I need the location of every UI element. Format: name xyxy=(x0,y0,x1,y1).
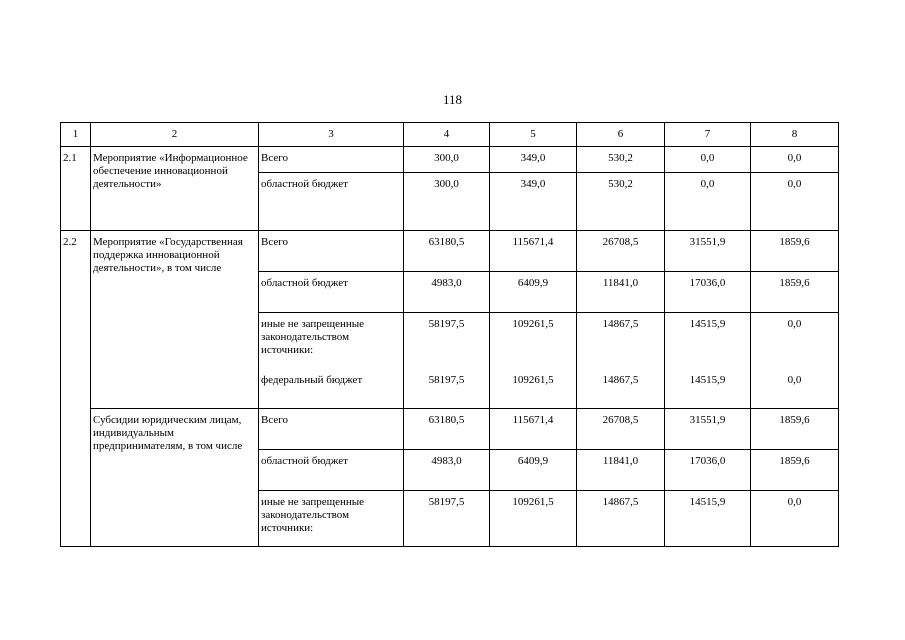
item-number: 2.1 xyxy=(61,147,91,231)
value-col-6: 530,2 xyxy=(577,173,665,231)
header-cell-col-5: 5 xyxy=(490,123,577,147)
activity-name: Мероприятие «Государственная поддержка инновационной деятельности», в том числе xyxy=(91,231,259,409)
funding-source: областной бюджет xyxy=(259,450,404,491)
funding-source: областной бюджет xyxy=(259,272,404,313)
value-col-7: 0,0 xyxy=(665,173,751,231)
value-col-7: 31551,9 xyxy=(665,231,751,272)
value-col-4: 63180,5 xyxy=(404,409,490,450)
value-col-6: 11841,0 xyxy=(577,272,665,313)
value-col-8: 0,0 xyxy=(751,173,839,231)
header-cell-col-7: 7 xyxy=(665,123,751,147)
table-row xyxy=(61,231,839,272)
value-col-8: 0,0 xyxy=(751,369,839,409)
value-col-8: 0,0 xyxy=(751,147,839,173)
value-col-4: 58197,5 xyxy=(404,369,490,409)
value-col-4: 300,0 xyxy=(404,147,490,173)
value-col-8: 0,0 xyxy=(751,491,839,547)
activity-name: Мероприятие «Информационное обеспечение инновационной деятельности» xyxy=(91,147,259,231)
table-row xyxy=(61,409,839,450)
funding-source: иные не запрещенные законодательством источники: xyxy=(259,313,404,369)
value-col-4: 4983,0 xyxy=(404,272,490,313)
funding-source: Всего xyxy=(259,409,404,450)
header-cell-col-1: 1 xyxy=(61,123,91,147)
subsidy-name: Субсидии юридическим лицам, индивидуальным предпринимателям, в том числе xyxy=(91,409,259,547)
value-col-7: 14515,9 xyxy=(665,313,751,369)
value-col-7: 17036,0 xyxy=(665,272,751,313)
value-col-6: 26708,5 xyxy=(577,231,665,272)
value-col-4: 300,0 xyxy=(404,173,490,231)
funding-source: иные не запрещенные законодательством источники: xyxy=(259,491,404,547)
value-col-5: 6409,9 xyxy=(490,450,577,491)
header-cell-col-6: 6 xyxy=(577,123,665,147)
header-cell-col-2: 2 xyxy=(91,123,259,147)
value-col-8: 1859,6 xyxy=(751,450,839,491)
value-col-7: 0,0 xyxy=(665,147,751,173)
value-col-5: 109261,5 xyxy=(490,491,577,547)
value-col-6: 26708,5 xyxy=(577,409,665,450)
value-col-8: 1859,6 xyxy=(751,272,839,313)
value-col-6: 530,2 xyxy=(577,147,665,173)
value-col-5: 349,0 xyxy=(490,173,577,231)
table-header-row xyxy=(61,123,839,147)
value-col-5: 109261,5 xyxy=(490,313,577,369)
value-col-4: 58197,5 xyxy=(404,313,490,369)
funding-source: Всего xyxy=(259,231,404,272)
value-col-4: 58197,5 xyxy=(404,491,490,547)
value-col-4: 63180,5 xyxy=(404,231,490,272)
value-col-6: 11841,0 xyxy=(577,450,665,491)
value-col-6: 14867,5 xyxy=(577,491,665,547)
value-col-4: 4983,0 xyxy=(404,450,490,491)
value-col-8: 1859,6 xyxy=(751,409,839,450)
funding-source: Всего xyxy=(259,147,404,173)
funding-source: областной бюджет xyxy=(259,173,404,231)
value-col-5: 115671,4 xyxy=(490,409,577,450)
value-col-6: 14867,5 xyxy=(577,369,665,409)
budget-table xyxy=(60,122,839,547)
value-col-5: 349,0 xyxy=(490,147,577,173)
table-row xyxy=(61,147,839,173)
value-col-7: 14515,9 xyxy=(665,369,751,409)
page-number: 118 xyxy=(442,92,463,107)
value-col-8: 0,0 xyxy=(751,313,839,369)
value-col-5: 109261,5 xyxy=(490,369,577,409)
value-col-5: 115671,4 xyxy=(490,231,577,272)
value-col-7: 31551,9 xyxy=(665,409,751,450)
header-cell-col-3: 3 xyxy=(259,123,404,147)
header-cell-col-4: 4 xyxy=(404,123,490,147)
value-col-7: 17036,0 xyxy=(665,450,751,491)
value-col-6: 14867,5 xyxy=(577,313,665,369)
funding-source: федеральный бюджет xyxy=(259,369,404,409)
value-col-7: 14515,9 xyxy=(665,491,751,547)
header-cell-col-8: 8 xyxy=(751,123,839,147)
value-col-8: 1859,6 xyxy=(751,231,839,272)
value-col-5: 6409,9 xyxy=(490,272,577,313)
item-number: 2.2 xyxy=(61,231,91,547)
